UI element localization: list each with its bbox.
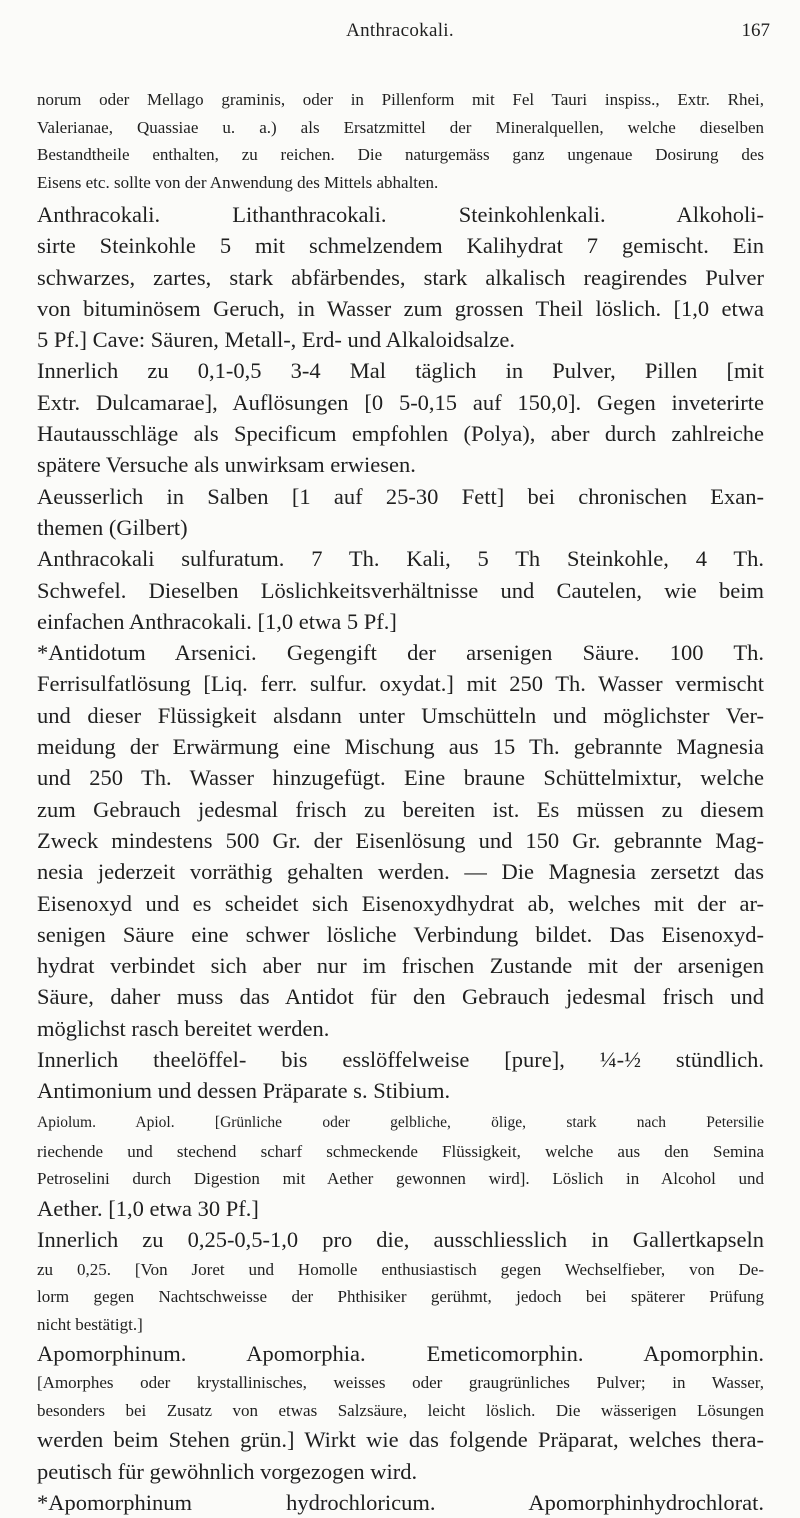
text-line: hydrat verbindet sich aber nur im frischen Zustande mit der arsenigen [37, 953, 764, 979]
entry-heading-line: Anthracokali sulfuratum. 7 Th. Kali, 5 Th Steinkohle, 4 Th. [37, 546, 764, 572]
text-line: möglichst rasch bereitet werden. [37, 1015, 330, 1041]
entry-heading-line: Antimonium und dessen Präparate s. Stibium. [37, 1078, 451, 1104]
text-line: von bituminösem Geruch, in Wasser zum grossen Theil löslich. [1,0 etwa [37, 295, 764, 321]
text-line: lorm gegen Nachtschweisse der Phthisiker gerühmt, jedoch bei späterer Prüfung [37, 1287, 764, 1306]
entry-heading-line: *Antidotum Arsenici. Gegengift der arsenigen Säure. 100 Th. [37, 640, 764, 666]
text-line: und 250 Th. Wasser hinzugefügt. Eine braune Schüttelmixtur, welche [37, 765, 764, 791]
text-line: besonders bei Zusatz von etwas Salzsäure, leicht löslich. Die wässerigen Lösungen [37, 1400, 764, 1420]
text-line: nesia jederzeit vorräthig gehalten werden. — Die Magnesia zersetzt das [37, 859, 764, 885]
text-line: peutisch für gewöhnlich vorgezogen wird. [37, 1458, 418, 1484]
text-line: nicht bestätigt.] [37, 1314, 143, 1334]
text-line: Eisens etc. sollte von der Anwendung des Mittels abhalten. [37, 172, 439, 192]
text-line: zu 0,25. [Von Joret und Homolle enthusiastisch gegen Wechselfieber, von De- [37, 1259, 764, 1279]
text-line: Ferrisulfatlösung [Liq. ferr. sulfur. oxydat.] mit 250 Th. Wasser vermischt [37, 671, 764, 697]
text-line: Bestandtheile enthalten, zu reichen. Die naturgemäss ganz ungenaue Dosirung des [37, 145, 764, 164]
text-line: Innerlich zu 0,25-0,5-1,0 pro die, ausschliesslich in Gallertkapseln [37, 1227, 764, 1253]
text-line: themen (Gilbert) [37, 514, 188, 540]
entry-heading-line: Apiolum. Apiol. [Grünliche oder gelbliche, ölige, stark nach Petersilie [37, 1113, 764, 1131]
text-line: [Amorphes oder krystallinisches, weisses oder graugrünliches Pulver; in Wasser, [37, 1373, 764, 1393]
text-line: Extr. Dulcamarae], Auflösungen [0 5-0,15 auf 150,0]. Gegen inveterirte [37, 389, 764, 415]
text-line: Zweck mindestens 500 Gr. der Eisenlösung und 150 Gr. gebrannte Mag- [37, 827, 764, 853]
text-line: riechende und stechend scharf schmeckende Flüssigkeit, welche aus den Semina [37, 1141, 764, 1161]
entry-heading-line: *Apomorphinum hydrochloricum. Apomorphinhydrochlorat. [37, 1489, 764, 1515]
text-line: Aeusserlich in Salben [1 auf 25-30 Fett] bei chronischen Exan- [37, 483, 764, 509]
text-line: werden beim Stehen grün.] Wirkt wie das folgende Präparat, welches thera- [37, 1427, 764, 1453]
text-line: meidung der Erwärmung eine Mischung aus 15 Th. gebrannte Magnesia [37, 734, 764, 760]
entry-heading-line: Anthracokali. Lithanthracokali. Steinkohlenkali. Alkoholi- [37, 202, 764, 227]
text-line: spätere Versuche als unwirksam erwiesen. [37, 452, 416, 478]
text-line: Innerlich theelöffel- bis esslöffelweise [pure], ¼-½ stündlich. [37, 1047, 764, 1073]
text-line: und dieser Flüssigkeit alsdann unter Umschütteln und möglichster Ver- [37, 702, 764, 728]
page-number: 167 [741, 20, 770, 41]
running-head [0, 20, 800, 50]
text-line: Säure, daher muss das Antidot für den Gebrauch jedesmal frisch und [37, 984, 764, 1010]
text-line: Eisenoxyd und es scheidet sich Eisenoxydhydrat ab, welches mit der ar- [37, 890, 764, 916]
text-line: sirte Steinkohle 5 mit schmelzendem Kalihydrat 7 gemischt. Ein [37, 233, 764, 259]
text-line: Innerlich zu 0,1-0,5 3-4 Mal täglich in Pulver, Pillen [mit [37, 358, 764, 384]
text-line: 5 Pf.] Cave: Säuren, Metall-, Erd- und Alkaloidsalze. [37, 327, 516, 353]
text-line: einfachen Anthracokali. [1,0 etwa 5 Pf.] [37, 608, 397, 634]
text-line: schwarzes, zartes, stark abfärbendes, stark alkalisch reagirendes Pulver [37, 264, 764, 290]
text-line: Schwefel. Dieselben Löslichkeitsverhältnisse und Cautelen, wie beim [37, 577, 764, 603]
text-line: senigen Säure eine schwer lösliche Verbindung bildet. Das Eisenoxyd- [37, 921, 764, 947]
page-body [37, 86, 764, 1518]
text-line: norum oder Mellago graminis, oder in Pillenform mit Fel Tauri inspiss., Extr. Rhei, [37, 90, 764, 109]
text-line: Valerianae, Quassiae u. a.) als Ersatzmittel der Mineralquellen, welche dieselben [37, 117, 764, 137]
text-line: zum Gebrauch jedesmal frisch zu bereiten ist. Es müssen zu diesem [37, 796, 764, 822]
text-line: Aether. [1,0 etwa 30 Pf.] [37, 1195, 259, 1221]
running-title: Anthracokali. [346, 20, 454, 41]
text-line: Petroselini durch Digestion mit Aether gewonnen wird]. Löslich in Alcohol und [37, 1169, 764, 1189]
text-line: Hautausschläge als Specificum empfohlen (Polya), aber durch zahlreiche [37, 421, 764, 447]
entry-heading-line: Apomorphinum. Apomorphia. Emeticomorphin. Apomorphin. [37, 1341, 764, 1366]
